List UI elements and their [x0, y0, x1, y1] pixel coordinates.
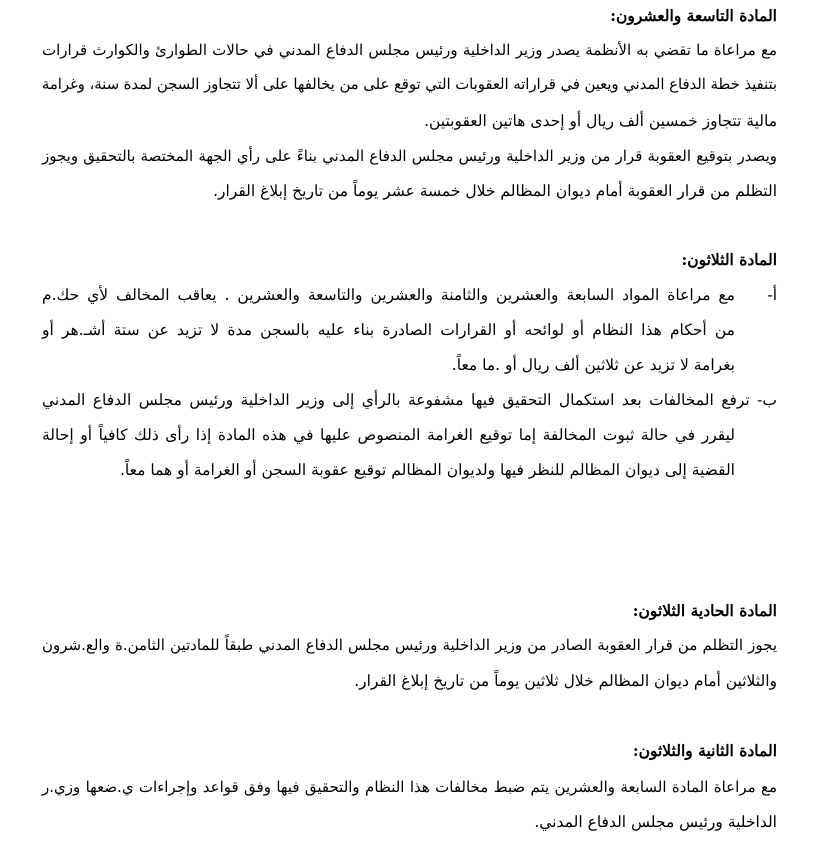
article-30-marker-a: أ- [767, 286, 777, 304]
article-30-a-line-2: من أحكام هذا النظام أو لوائحه أو القرارات الصادرة بناء عليه بالسجن مدة لا تزيد عن ستة أشـ.هر أو [42, 321, 735, 339]
article-30-b-line-2: ليقرر في حالة ثبوت المخالفة إما توقيع الغرامة المنصوص عليها في هذه المادة إذا رأى ذلك كافياً أو إحالة [42, 426, 735, 444]
article-29-line-4: ويصدر بتوقيع العقوبة قرار من وزير الداخلية ورئيس مجلس الدفاع المدني بناءً على رأي الجهة المختصة بالتحقيق ويجوز [42, 147, 777, 165]
article-32-line-2: الداخلية ورئيس مجلس الدفاع المدني. [534, 813, 777, 831]
article-29-heading: المادة التاسعة والعشرون: [610, 6, 777, 25]
article-31-line-2: والثلاثين أمام ديوان المظالم خلال ثلاثين يوماً من تاريخ إبلاغ القرار. [354, 672, 777, 690]
article-30-b-line-1: ب- ترفع المخالفات بعد استكمال التحقيق فيها مشفوعة بالرأي إلى وزير الداخلية ورئيس مجلس الدفاع المدني [42, 391, 777, 409]
article-29-line-5: التظلم من قرار العقوبة أمام ديوان المظالم خلال خمسة عشر يوماً من تاريخ إبلاغ القرار. [213, 182, 777, 200]
article-31-heading: المادة الحادية الثلاثون: [632, 601, 777, 620]
article-32-line-1: مع مراعاة المادة السابعة والعشرين يتم ضبط مخالفات هذا النظام والتحقيق فيها وفق قواعد وإجراءات ي.ضعها وزي.ر [42, 778, 777, 796]
article-29-line-2: بتنفيذ خطة الدفاع المدني ويعين في قراراته العقوبات التي توقع على من يخالفها على ألا تتجاوز السجن لمدة سنة، وغرامة [41, 76, 777, 93]
article-30-a-line-1: مع مراعاة المواد السابعة والعشرين والثامنة والعشرين والتاسعة والعشرين . يعاقب المخالف لأي حك.م [42, 286, 735, 304]
article-30-a-line-3: بغرامة لا تزيد عن ثلاثين ألف ريال أو .ما معاً. [451, 356, 735, 374]
article-32-heading: المادة الثانية والثلاثون: [632, 741, 777, 760]
article-29-line-1: مع مراعاة ما تقضي به الأنظمة يصدر وزير الداخلية ورئيس مجلس الدفاع المدني في حالات الطوارئ والكوارث قرارات [42, 41, 777, 59]
article-30-b-line-3: القضية إلى ديوان المظالم للنظر فيها ولديوان المظالم توقيع عقوبة السجن أو الغرامة أو هما معاً. [120, 461, 735, 479]
article-31-line-1: يجوز التظلم من قرار العقوبة الصادر من وزير الداخلية ورئيس مجلس الدفاع المدني طبقاً للمادتين الثامن.ة والع.شرون [42, 636, 777, 654]
article-29-line-3: مالية تتجاوز خمسين ألف ريال أو إحدى هاتين العقوبتين. [424, 112, 777, 130]
article-30-heading: المادة الثلاثون: [681, 250, 777, 269]
